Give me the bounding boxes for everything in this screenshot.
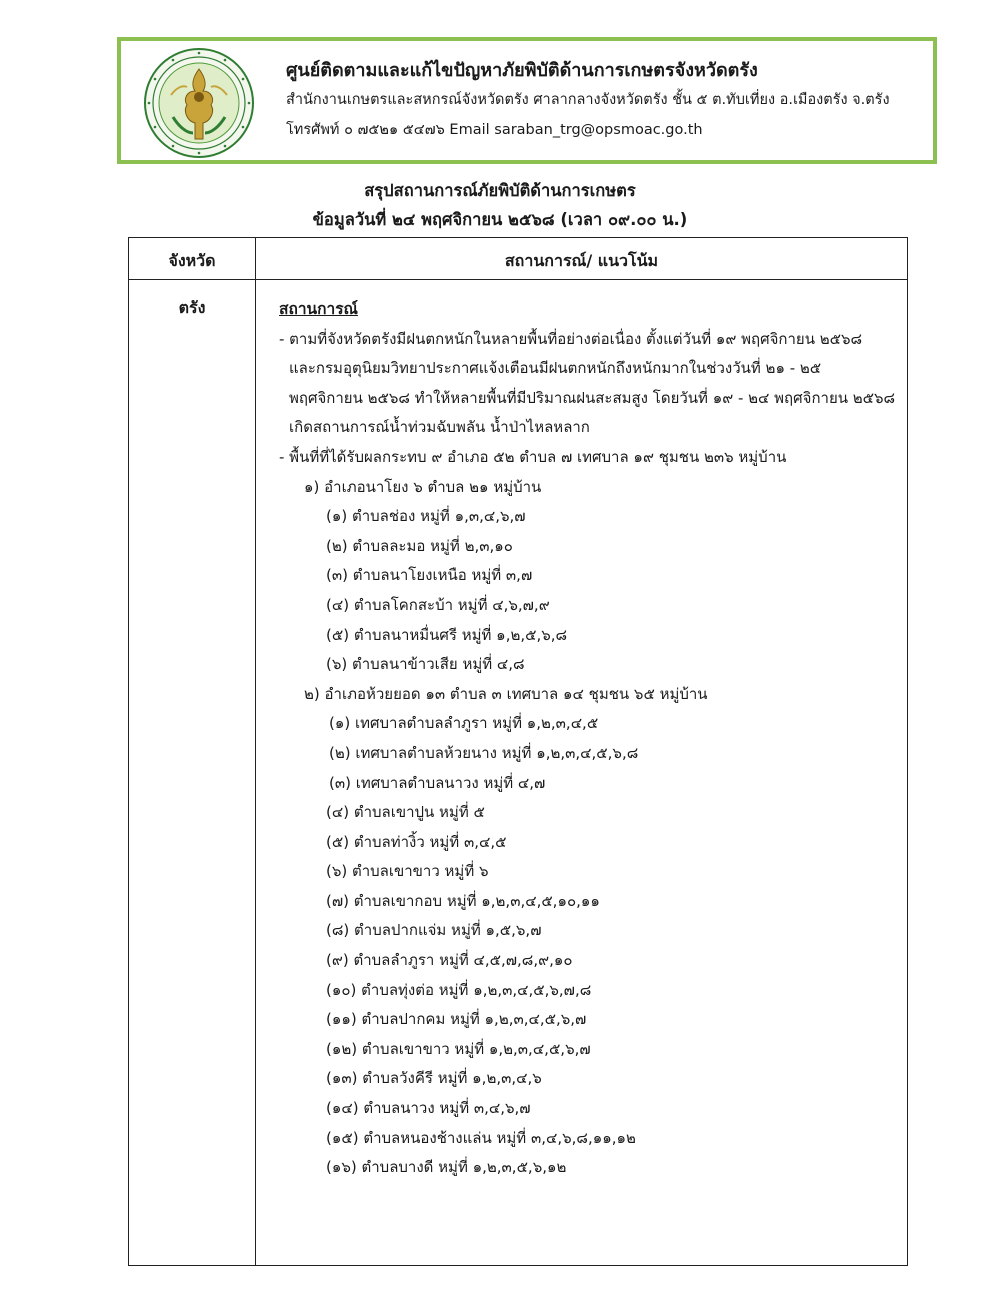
list-item: (๙) ตำบลลำภูรา หมู่ที่ ๔,๕,๗,๘,๙,๑๐ xyxy=(326,951,573,970)
list-item: (๑) ตำบลช่อง หมู่ที่ ๑,๓,๔,๖,๗ xyxy=(326,507,526,526)
list-item: (๔) ตำบลเขาปูน หมู่ที่ ๕ xyxy=(326,803,485,822)
list-item: (๖) ตำบลเขาขาว หมู่ที่ ๖ xyxy=(326,862,489,881)
list-item: (๑๖) ตำบลบางดี หมู่ที่ ๑,๒,๓,๕,๖,๑๒ xyxy=(326,1158,567,1177)
document-date: ข้อมูลวันที่ ๒๔ พฤศจิกายน ๒๕๖๘ (เวลา ๐๙.๐๐ น.) xyxy=(312,210,688,229)
column-header-province: จังหวัด xyxy=(168,251,216,270)
province-cell: ตรัง xyxy=(178,298,206,317)
letterhead-box xyxy=(117,37,937,164)
situation-table xyxy=(128,237,908,1266)
list-item: (๑) เทศบาลตำบลลำภูรา หมู่ที่ ๑,๒,๓,๔,๕ xyxy=(329,714,599,733)
list-item: (๔) ตำบลโคกสะบ้า หมู่ที่ ๔,๖,๗,๙ xyxy=(326,595,550,614)
organization-name: ศูนย์ติดตามและแก้ไขปัญหาภัยพิบัติด้านการเกษตรจังหวัดตรัง xyxy=(286,60,758,81)
list-item: (๑๔) ตำบลนาวง หมู่ที่ ๓,๔,๖,๗ xyxy=(326,1099,531,1118)
district-title: ๒) อำเภอห้วยยอด ๑๓ ตำบล ๓ เทศบาล ๑๔ ชุมชน ๖๕ หมู่บ้าน xyxy=(304,684,708,703)
situation-cell xyxy=(279,295,901,1183)
paragraph-line: และกรมอุตุนิยมวิทยาประกาศแจ้งเตือนมีฝนตกหนักถึงหนักมากในช่วงวันที่ ๒๑ - ๒๕ xyxy=(289,359,822,378)
affected-area-summary: - พื้นที่ที่ได้รับผลกระทบ ๙ อำเภอ ๕๒ ตำบล ๗ เทศบาล ๑๙ ชุมชน ๒๓๖ หมู่บ้าน xyxy=(279,447,787,466)
list-item: (๑๒) ตำบลเขาขาว หมู่ที่ ๑,๒,๓,๔,๕,๖,๗ xyxy=(326,1039,591,1058)
list-item: (๓) เทศบาลตำบลนาวง หมู่ที่ ๔,๗ xyxy=(329,773,546,792)
list-item: (๘) ตำบลปากแจ่ม หมู่ที่ ๑,๕,๖,๗ xyxy=(326,921,542,940)
section-heading: สถานการณ์ xyxy=(279,300,358,318)
paragraph-line: พฤศจิกายน ๒๕๖๘ ทำให้หลายพื้นที่มีปริมาณฝนสะสมสูง โดยวันที่ ๑๙ - ๒๔ พฤศจิกายน ๒๕๖๘ xyxy=(289,388,896,407)
document-title: สรุปสถานการณ์ภัยพิบัติด้านการเกษตร xyxy=(364,181,636,200)
column-header-situation: สถานการณ์/ แนวโน้ม xyxy=(504,251,659,270)
list-item: (๗) ตำบลเขากอบ หมู่ที่ ๑,๒,๓,๔,๕,๑๐,๑๑ xyxy=(326,891,600,910)
header-row-divider xyxy=(129,279,907,280)
organization-address: สำนักงานเกษตรและสหกรณ์จังหวัดตรัง ศาลากลางจังหวัดตรัง ชั้น ๕ ต.ทับเที่ยง อ.เมืองตรัง จ.ตรัง xyxy=(286,92,890,108)
list-item: (๑๐) ตำบลทุ่งต่อ หมู่ที่ ๑,๒,๓,๔,๕,๖,๗,๘ xyxy=(326,980,592,999)
district-title: ๑) อำเภอนาโยง ๖ ตำบล ๒๑ หมู่บ้าน xyxy=(304,477,542,496)
list-item: (๓) ตำบลนาโยงเหนือ หมู่ที่ ๓,๗ xyxy=(326,566,533,585)
ministry-seal-icon xyxy=(143,47,255,159)
list-item: (๑๕) ตำบลหนองช้างแล่น หมู่ที่ ๓,๔,๖,๘,๑๑,๑๒ xyxy=(326,1128,636,1147)
list-item: (๑๑) ตำบลปากคม หมู่ที่ ๑,๒,๓,๔,๕,๖,๗ xyxy=(326,1010,587,1029)
paragraph-line: เกิดสถานการณ์น้ำท่วมฉับพลัน น้ำป่าไหลหลาก xyxy=(289,418,590,437)
list-item: (๒) ตำบลละมอ หมู่ที่ ๒,๓,๑๐ xyxy=(326,536,513,555)
organization-contact: โทรศัพท์ ๐ ๗๕๒๑ ๕๔๗๖ Email saraban_trg@opsmoac.go.th xyxy=(286,122,703,138)
list-item: (๒) เทศบาลตำบลห้วยนาง หมู่ที่ ๑,๒,๓,๔,๕,๖,๘ xyxy=(329,743,639,762)
list-item: (๖) ตำบลนาข้าวเสีย หมู่ที่ ๔,๘ xyxy=(326,655,525,674)
paragraph-line: - ตามที่จังหวัดตรังมีฝนตกหนักในหลายพื้นที่อย่างต่อเนื่อง ตั้งแต่วันที่ ๑๙ พฤศจิกายน ๒๕๖๘ xyxy=(279,329,863,348)
list-item: (๕) ตำบลนาหมื่นศรี หมู่ที่ ๑,๒,๕,๖,๘ xyxy=(326,625,568,644)
list-item: (๕) ตำบลท่างิ้ว หมู่ที่ ๓,๔,๕ xyxy=(326,832,507,851)
list-item: (๑๓) ตำบลวังคีรี หมู่ที่ ๑,๒,๓,๔,๖ xyxy=(326,1069,542,1088)
column-divider xyxy=(255,238,256,1265)
